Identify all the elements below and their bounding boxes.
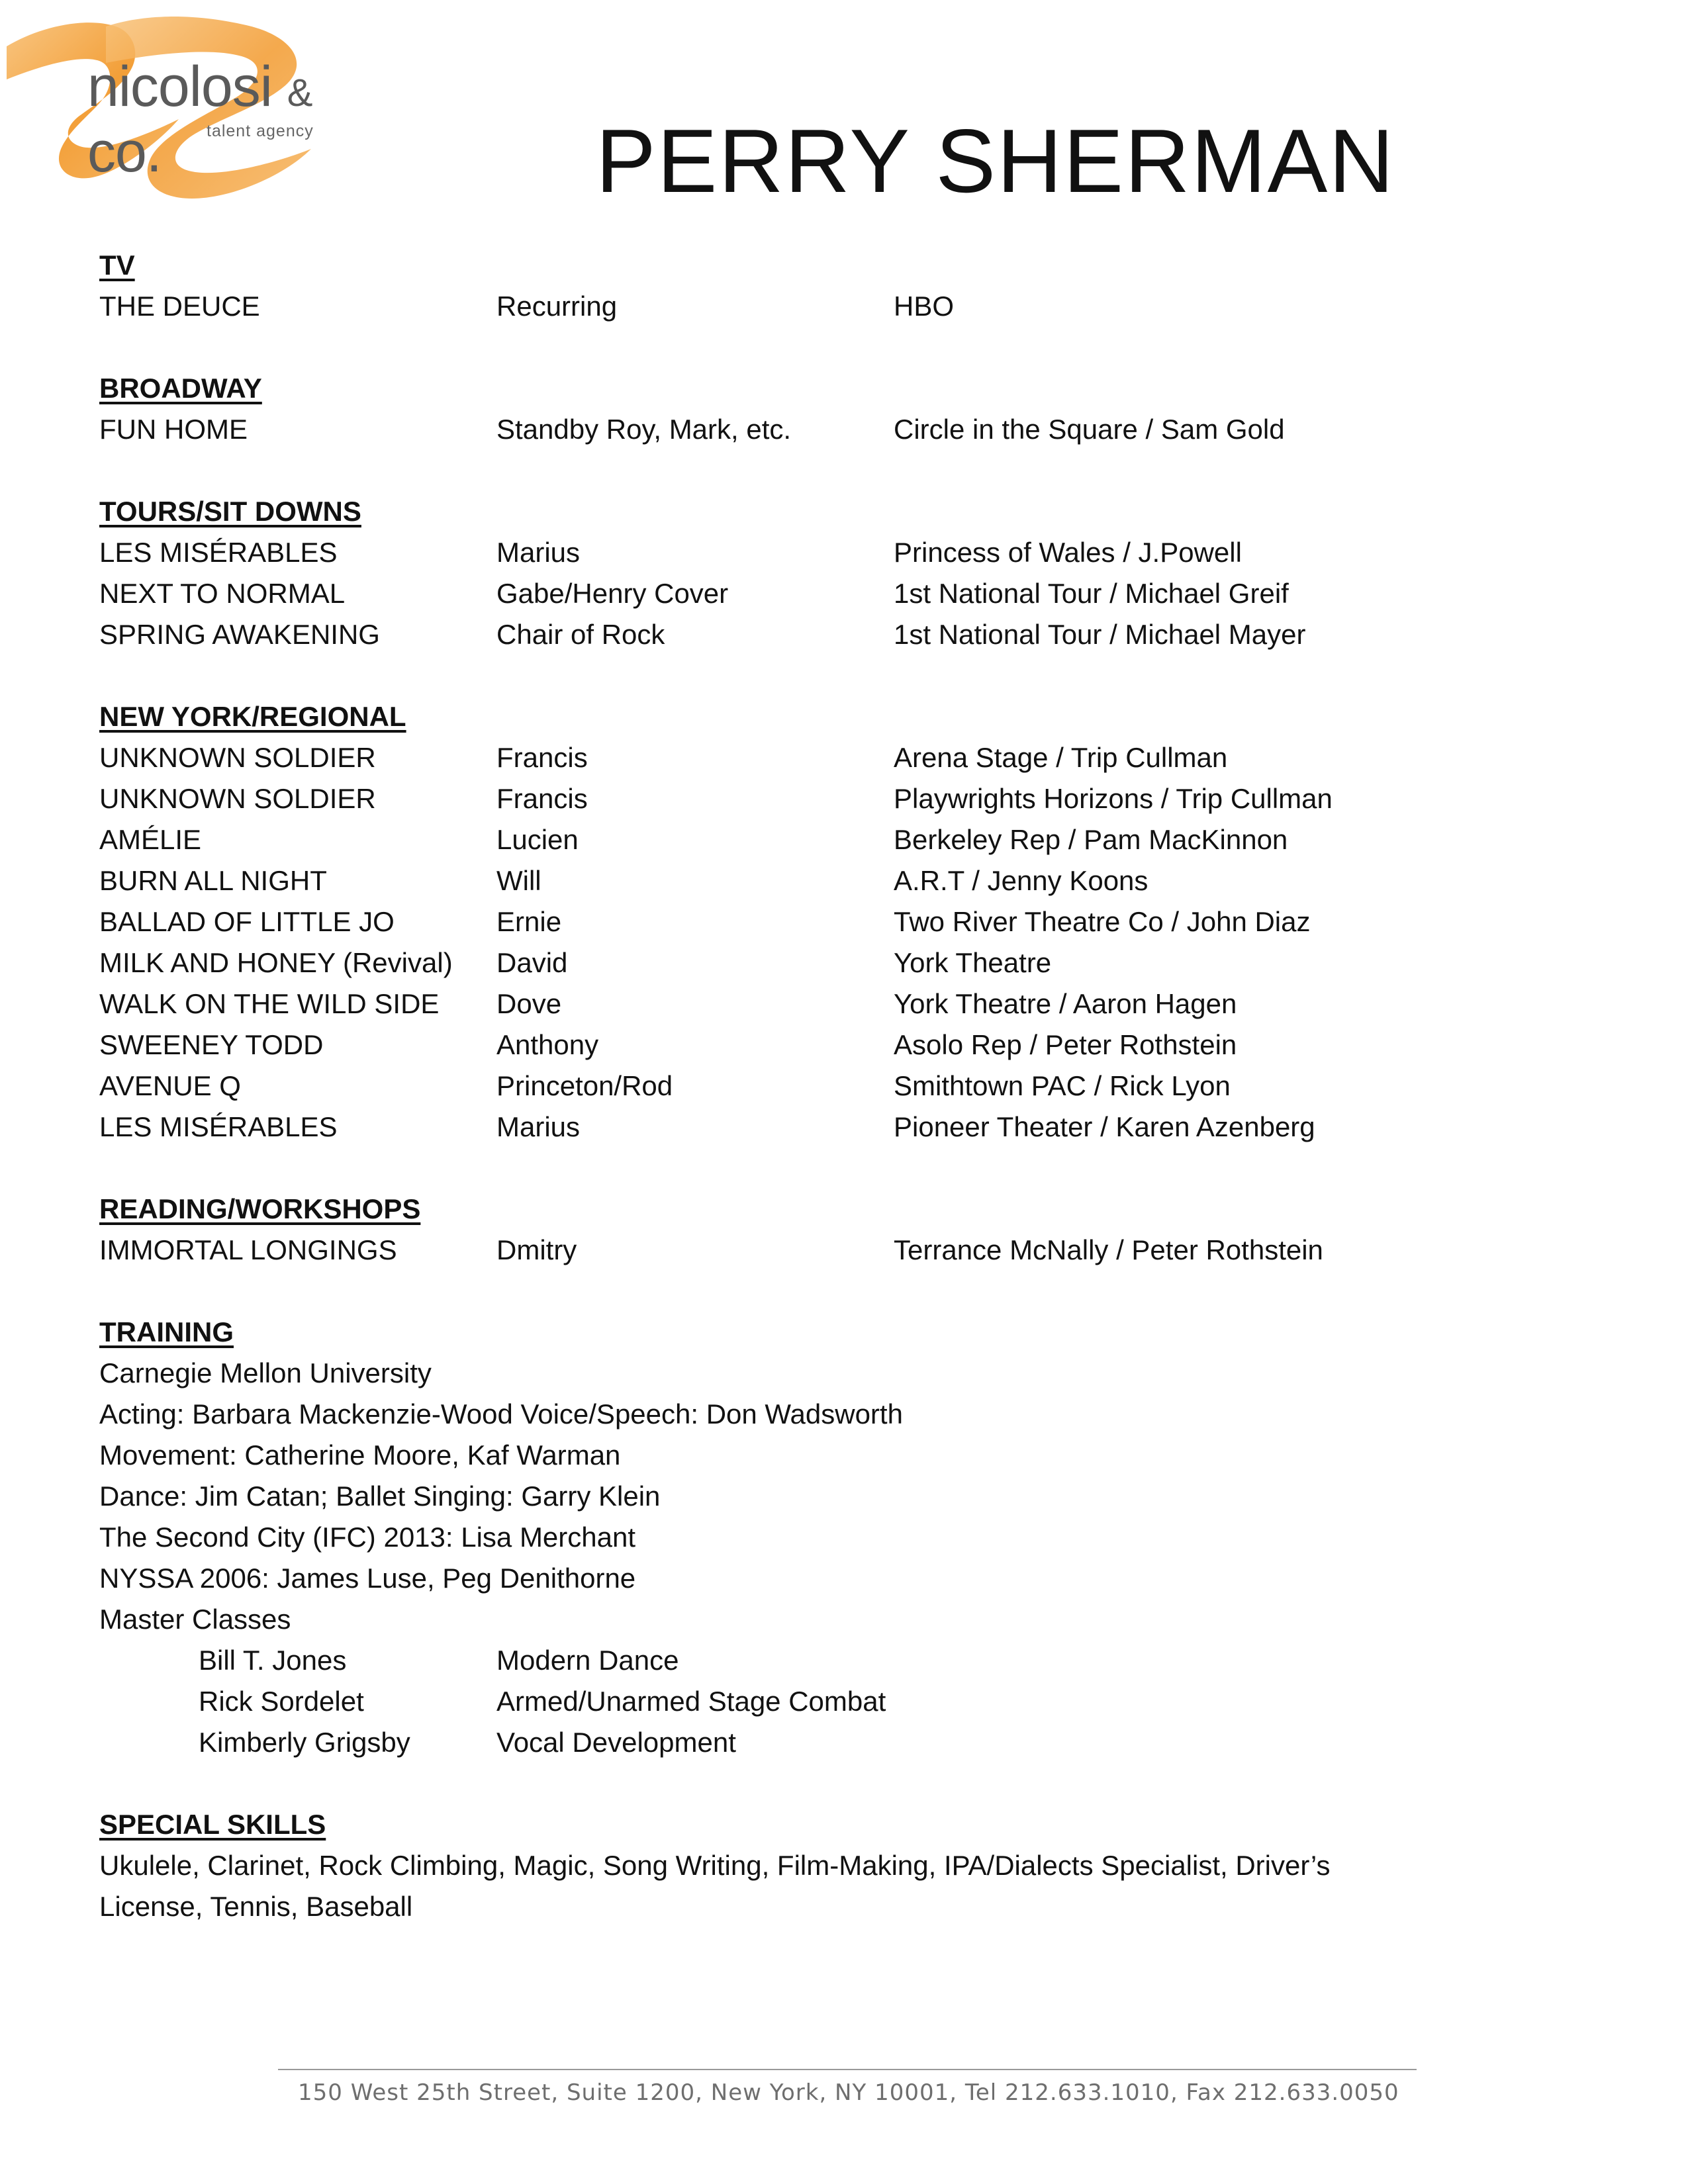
master-class-row: [99, 1722, 1589, 1763]
credit-role: Will: [496, 865, 541, 896]
training-line: Dance: Jim Catan; Ballet Singing: Garry Klein: [99, 1480, 661, 1512]
credit-venue: 1st National Tour / Michael Greif: [894, 578, 1289, 609]
credit-row: [99, 819, 1589, 860]
credit-venue: Pioneer Theater / Karen Azenberg: [894, 1111, 1315, 1142]
credit-show: SWEENEY TODD: [99, 1029, 324, 1060]
master-class-teacher: Rick Sordelet: [199, 1686, 364, 1717]
credit-role: Princeton/Rod: [496, 1070, 673, 1101]
credit-show: AMÉLIE: [99, 824, 202, 855]
section-title: BROADWAY: [99, 373, 262, 404]
credit-show: BALLAD OF LITTLE JO: [99, 906, 395, 937]
credit-venue: York Theatre / Aaron Hagen: [894, 988, 1237, 1019]
training-line: Movement: Catherine Moore, Kaf Warman: [99, 1439, 621, 1471]
credit-show: MILK AND HONEY (Revival): [99, 947, 453, 978]
credit-row: [99, 1107, 1589, 1148]
master-class-subject: Armed/Unarmed Stage Combat: [496, 1686, 886, 1717]
logo-co: co.: [87, 120, 162, 184]
credit-role: Anthony: [496, 1029, 599, 1060]
credit-show: FUN HOME: [99, 414, 248, 445]
master-class-row: [99, 1640, 1589, 1681]
credit-show: LES MISÉRABLES: [99, 1111, 338, 1142]
skills-line: License, Tennis, Baseball: [99, 1891, 413, 1922]
credit-show: SPRING AWAKENING: [99, 619, 380, 650]
master-class-subject: Vocal Development: [496, 1727, 736, 1758]
section-title: TRAINING: [99, 1316, 234, 1347]
training-line: Acting: Barbara Mackenzie-Wood Voice/Speech: Don Wadsworth: [99, 1398, 903, 1430]
credit-row: [99, 614, 1589, 655]
credit-show: IMMORTAL LONGINGS: [99, 1234, 397, 1265]
section-title: READING/WORKSHOPS: [99, 1193, 421, 1224]
credit-venue: Arena Stage / Trip Cullman: [894, 742, 1228, 773]
credit-row: [99, 860, 1589, 901]
page-title: PERRY SHERMAN: [596, 111, 1395, 211]
credit-row: [99, 983, 1589, 1024]
training-line: Carnegie Mellon University: [99, 1357, 432, 1388]
section-title: NEW YORK/REGIONAL: [99, 701, 406, 732]
master-class-teacher: Kimberly Grigsby: [199, 1727, 410, 1758]
credit-row: [99, 1230, 1589, 1271]
logo-wordmark: [87, 54, 397, 185]
credit-role: Francis: [496, 742, 588, 773]
section-title: TOURS/SIT DOWNS: [99, 496, 361, 527]
credit-role: Ernie: [496, 906, 562, 937]
credit-show: THE DEUCE: [99, 291, 260, 322]
skills-lines: [99, 1845, 1589, 1927]
agency-address-footer: 150 West 25th Street, Suite 1200, New York, NY 10001, Tel 212.633.1010, Fax 212.633.0050: [298, 2079, 1399, 2106]
section-title: TV: [99, 250, 135, 281]
credit-show: UNKNOWN SOLDIER: [99, 783, 376, 814]
credit-row: [99, 737, 1589, 778]
credit-show: LES MISÉRABLES: [99, 537, 338, 568]
credit-section: [99, 1189, 1589, 1271]
credit-row: [99, 409, 1589, 450]
credit-show: UNKNOWN SOLDIER: [99, 742, 376, 773]
credit-venue: Princess of Wales / J.Powell: [894, 537, 1242, 568]
special-skills-section: [99, 1804, 1589, 1927]
credit-venue: Berkeley Rep / Pam MacKinnon: [894, 824, 1288, 855]
logo-tagline: talent agency: [207, 122, 314, 140]
master-class-subject: Modern Dance: [496, 1645, 679, 1676]
logo-ampersand: &: [287, 71, 312, 114]
credit-row: [99, 1066, 1589, 1107]
agency-logo: [0, 0, 397, 218]
credit-role: Marius: [496, 537, 581, 568]
resume-body: [99, 245, 1589, 1968]
credit-row: [99, 573, 1589, 614]
credit-role: Chair of Rock: [496, 619, 665, 650]
credit-section: [99, 368, 1589, 450]
credit-role: Francis: [496, 783, 588, 814]
credit-row: [99, 778, 1589, 819]
training-line: The Second City (IFC) 2013: Lisa Merchant: [99, 1522, 636, 1553]
credit-row: [99, 286, 1589, 327]
training-section: [99, 1312, 1589, 1763]
credit-show: NEXT TO NORMAL: [99, 578, 346, 609]
credit-venue: Terrance McNally / Peter Rothstein: [894, 1234, 1323, 1265]
master-class-row: [99, 1681, 1589, 1722]
credit-venue: Asolo Rep / Peter Rothstein: [894, 1029, 1237, 1060]
master-classes-list: [99, 1640, 1589, 1763]
credit-venue: Two River Theatre Co / John Diaz: [894, 906, 1311, 937]
credit-row: [99, 532, 1589, 573]
credit-role: Standby Roy, Mark, etc.: [496, 414, 792, 445]
credit-section: [99, 245, 1589, 327]
skills-line: Ukulele, Clarinet, Rock Climbing, Magic, Song Writing, Film-Making, IPA/Dialects Specialist, Driver’s: [99, 1850, 1331, 1881]
credit-show: AVENUE Q: [99, 1070, 241, 1101]
training-line: NYSSA 2006: James Luse, Peg Denithorne: [99, 1563, 636, 1594]
section-title: SPECIAL SKILLS: [99, 1809, 326, 1840]
credit-venue: Smithtown PAC / Rick Lyon: [894, 1070, 1231, 1101]
credit-row: [99, 901, 1589, 942]
credit-role: Lucien: [496, 824, 579, 855]
master-class-teacher: Bill T. Jones: [199, 1645, 347, 1676]
credit-role: Marius: [496, 1111, 581, 1142]
credit-role: Dove: [496, 988, 562, 1019]
credit-section: [99, 696, 1589, 1148]
credit-venue: 1st National Tour / Michael Mayer: [894, 619, 1306, 650]
credit-row: [99, 1024, 1589, 1066]
credit-venue: Playwrights Horizons / Trip Cullman: [894, 783, 1333, 814]
training-line: Master Classes: [99, 1604, 291, 1635]
credit-venue: York Theatre: [894, 947, 1052, 978]
logo-name: nicolosi: [87, 55, 272, 118]
credit-show: BURN ALL NIGHT: [99, 865, 327, 896]
credit-show: WALK ON THE WILD SIDE: [99, 988, 440, 1019]
credit-venue: HBO: [894, 291, 955, 322]
credit-role: Dmitry: [496, 1234, 577, 1265]
credit-role: Recurring: [496, 291, 618, 322]
credit-section: [99, 491, 1589, 655]
credit-role: David: [496, 947, 568, 978]
footer-divider: [278, 2069, 1417, 2070]
credit-row: [99, 942, 1589, 983]
credit-role: Gabe/Henry Cover: [496, 578, 729, 609]
credit-sections: [99, 245, 1589, 1271]
credit-venue: A.R.T / Jenny Koons: [894, 865, 1149, 896]
credit-venue: Circle in the Square / Sam Gold: [894, 414, 1285, 445]
training-lines: [99, 1353, 1589, 1640]
